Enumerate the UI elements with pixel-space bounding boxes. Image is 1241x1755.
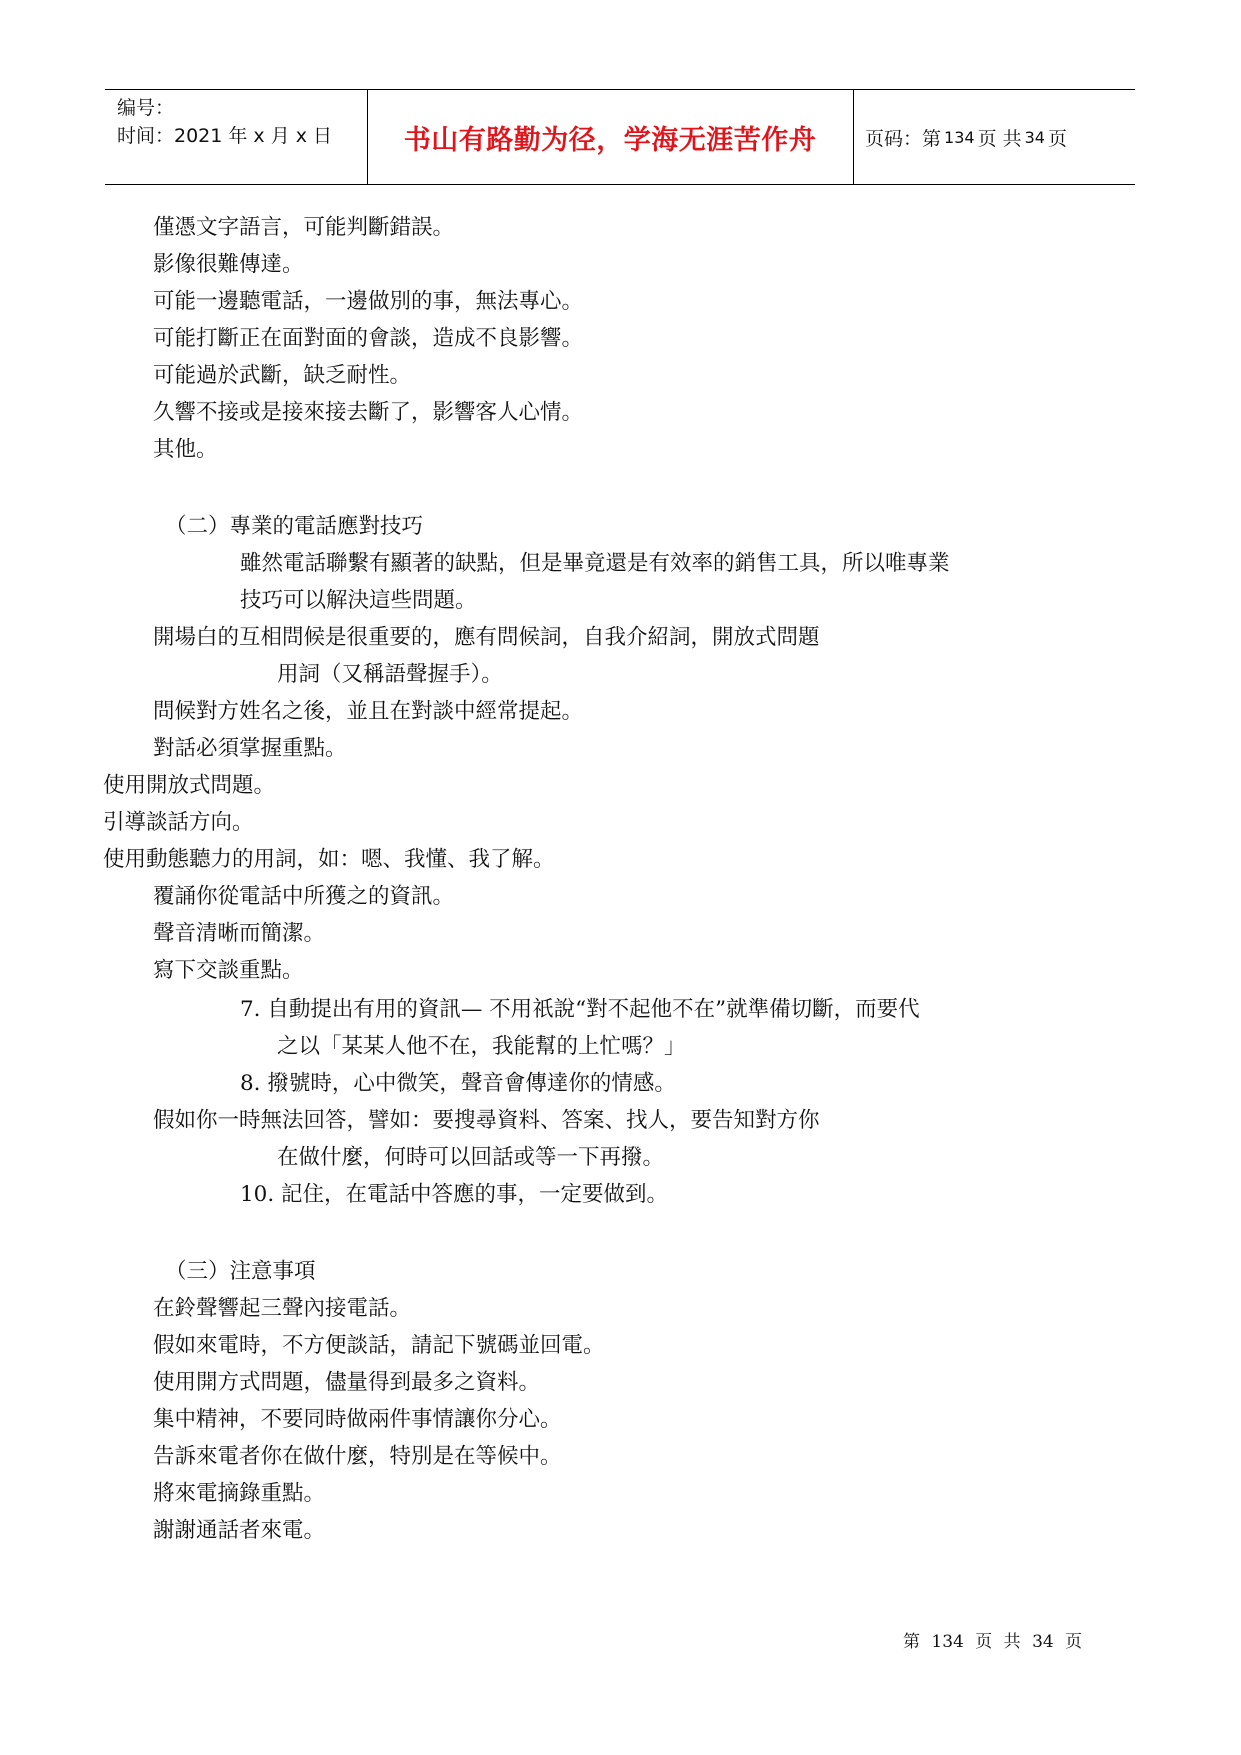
- body-line: 集中精神，不要同時做兩件事情讓你分心。: [153, 1407, 562, 1432]
- body-line: 問候對方姓名之後，並且在對談中經常提起。: [153, 699, 584, 724]
- body-line: 僅憑文字語言，可能判斷錯誤。: [153, 215, 455, 240]
- body-line: 對話必須掌握重點。: [153, 736, 347, 761]
- body-line: 影像很難傳達。: [153, 252, 304, 277]
- body-line: 聲音清晰而簡潔。: [153, 921, 326, 946]
- body-line: 告訴來電者你在做什麼，特別是在等候中。: [153, 1444, 562, 1469]
- body-line: 開場白的互相問候是很重要的，應有問候詞，自我介紹詞，開放式問題: [153, 625, 820, 650]
- page-prefix: 页码：第: [865, 127, 942, 150]
- body-line: 引導談話方向。: [103, 810, 254, 835]
- header-meta: [117, 94, 332, 150]
- body-line: 謝謝通話者來電。: [153, 1518, 326, 1543]
- numbered-item: 8. 撥號時，心中微笑，聲音會傳達你的情感。: [240, 1071, 676, 1096]
- page-footer: 第 134 页 共 34 页: [903, 1632, 1083, 1652]
- body-line: 可能過於武斷，缺乏耐性。: [153, 363, 412, 388]
- body-line: 其他。: [153, 437, 218, 462]
- body-line: 久響不接或是接來接去斷了，影響客人心情。: [153, 400, 584, 425]
- body-line: 在鈴聲響起三聲內接電話。: [153, 1296, 412, 1321]
- body-line: 將來電摘錄重點。: [153, 1481, 326, 1506]
- body-line: 在做什麼，何時可以回話或等一下再撥。: [277, 1145, 665, 1170]
- document-time-label: 时间：2021 年 x 月 x 日: [117, 125, 333, 147]
- page-mid: 页 共: [977, 127, 1022, 150]
- body-line: 可能一邊聽電話，一邊做別的事，無法專心。: [153, 289, 584, 314]
- body-line: 寫下交談重點。: [153, 958, 304, 983]
- numbered-item: 7. 自動提出有用的資訊— 不用祇說“對不起他不在”就準備切斷，而要代: [240, 997, 920, 1022]
- section-heading: （二）專業的電話應對技巧: [165, 514, 424, 539]
- page-suffix: 页: [1047, 127, 1067, 150]
- body-line: 使用動態聽力的用詞，如：嗯、我懂、我了解。: [103, 847, 555, 872]
- header-motto: 书山有路勤为径，学海无涯苦作舟: [403, 124, 817, 156]
- body-line: 用詞（又稱語聲握手）。: [277, 662, 503, 687]
- page-total: 34: [1024, 127, 1045, 147]
- body-line: 技巧可以解決這些問題。: [240, 588, 477, 613]
- body-line: 雖然電話聯繫有顯著的缺點，但是畢竟還是有效率的銷售工具，所以唯專業: [240, 551, 950, 576]
- section-heading: （三）注意事項: [165, 1259, 316, 1284]
- header-divider: [853, 90, 854, 184]
- page-current: 134: [944, 127, 975, 147]
- body-line: 假如來電時，不方便談話，請記下號碼並回電。: [153, 1333, 605, 1358]
- document-number-label: 编号：: [117, 97, 175, 119]
- numbered-item: 10. 記住，在電話中答應的事，一定要做到。: [240, 1182, 669, 1207]
- body-line: 假如你一時無法回答，譬如：要搜尋資料、答案、找人，要告知對方你: [153, 1108, 820, 1133]
- body-line: 使用開方式問題，儘量得到最多之資料。: [153, 1370, 541, 1395]
- body-line: 使用開放式問題。: [103, 773, 276, 798]
- body-line: 覆誦你從電話中所獲之的資訊。: [153, 884, 455, 909]
- page-header: [105, 89, 1135, 185]
- body-line: 可能打斷正在面對面的會談，造成不良影響。: [153, 326, 584, 351]
- body-line: 之以「某某人他不在，我能幫的上忙嗎？」: [277, 1034, 686, 1059]
- header-page-info: [865, 90, 1067, 184]
